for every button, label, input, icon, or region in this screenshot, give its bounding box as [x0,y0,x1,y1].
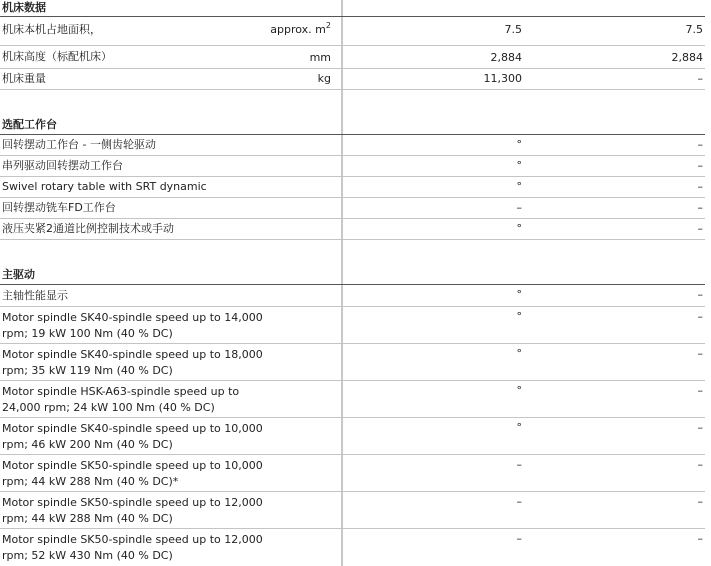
table-row [0,219,705,240]
section-header-machine-data [0,0,705,17]
row-label: 回转摆动工作台 - 一侧齿轮驱动 [2,138,156,151]
row-label: 机床重量 [2,72,46,85]
row-value-1: – [516,458,522,471]
row-value-2: – [697,201,703,214]
row-value-1: ° [516,288,522,301]
table-row [0,529,705,566]
table-row [0,344,705,381]
row-value-2: – [697,532,703,545]
row-unit: mm [309,51,331,64]
row-value-2: – [697,384,703,397]
row-value-1: ° [516,180,522,193]
row-label: Motor spindle SK50-spindle speed up to 12,000 rpm; 44 kW 288 Nm (40 % DC) [2,496,263,525]
row-value-1: ° [516,222,522,235]
section-title: 选配工作台 [2,118,57,131]
section-header-optional-tables [0,114,705,135]
table-row [0,455,705,492]
row-label: Motor spindle SK40-spindle speed up to 18,000 rpm; 35 kW 119 Nm (40 % DC) [2,348,263,377]
row-label: Motor spindle SK40-spindle speed up to 14,000 rpm; 19 kW 100 Nm (40 % DC) [2,311,263,340]
row-value-2: – [697,310,703,323]
row-label: Motor spindle SK50-spindle speed up to 12,000 rpm; 52 kW 430 Nm (40 % DC) [2,533,263,562]
table-row [0,307,705,344]
row-label: Motor spindle SK50-spindle speed up to 10,000 rpm; 44 kW 288 Nm (40 % DC)* [2,459,263,488]
row-value-2: – [697,72,703,85]
row-value-2: 2,884 [671,51,703,64]
row-value-1: ° [516,310,522,323]
row-value-2: – [697,138,703,151]
row-value-1: ° [516,421,522,434]
row-value-2: – [697,495,703,508]
row-value-1: – [516,495,522,508]
section-title: 主驱动 [2,268,35,281]
row-label: 液压夹紧2通道比例控制技术或手动 [2,222,174,235]
row-value-1: 2,884 [490,51,522,64]
row-value-1: – [516,532,522,545]
row-value-2: – [697,159,703,172]
row-value-2: – [697,180,703,193]
table-row [0,418,705,455]
row-value-1: 7.5 [504,23,522,36]
row-value-2: – [697,288,703,301]
row-value-1: ° [516,138,522,151]
table-row [0,177,705,198]
section-header-main-drive [0,264,705,285]
row-label: 机床高度（标配机床） [2,50,112,63]
row-value-2: – [697,347,703,360]
row-label: 主轴性能显示 [2,289,68,302]
row-value-2: – [697,458,703,471]
row-unit: kg [317,72,331,85]
row-unit: approx. $m^2$ [270,21,331,36]
row-value-1: 11,300 [483,72,522,85]
row-label: Swivel rotary table with SRT dynamic [2,180,207,193]
row-label: 串列驱动回转摆动工作台 [2,159,123,172]
table-row [0,381,705,418]
row-label: 回转摆动铣车FD工作台 [2,201,116,214]
table-row [0,156,705,177]
table-row [0,17,705,46]
table-row [0,285,705,307]
row-value-2: – [697,421,703,434]
row-value-2: – [697,222,703,235]
row-value-1: ° [516,384,522,397]
row-value-1: ° [516,159,522,172]
row-value-1: – [516,201,522,214]
table-row [0,135,705,156]
table-row [0,492,705,529]
table-row [0,69,705,90]
row-label: Motor spindle HSK-A63-spindle speed up to 24,000 rpm; 24 kW 100 Nm (40 % DC) [2,385,240,414]
table-row [0,198,705,219]
row-label: Motor spindle SK40-spindle speed up to 10,000 rpm; 46 kW 200 Nm (40 % DC) [2,422,263,451]
row-value-2: 7.5 [685,23,703,36]
section-title: 机床数据 [2,1,46,14]
row-value-1: ° [516,347,522,360]
table-row [0,46,705,69]
row-label: 机床本机占地面积， [2,23,101,36]
